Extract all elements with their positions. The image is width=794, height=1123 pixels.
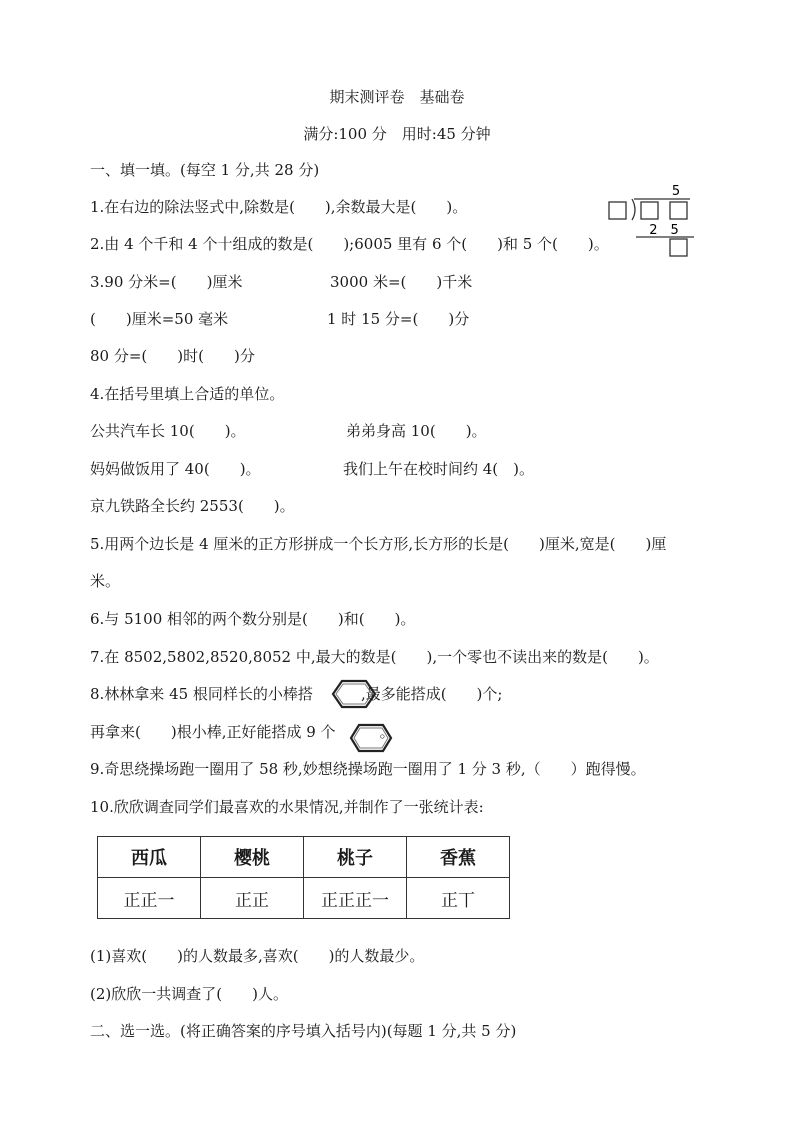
tally-cell: 正正正一	[304, 878, 407, 919]
question-5-line2: 米。	[90, 572, 121, 590]
question-3b: 3000 米=( )千米	[330, 273, 473, 291]
tally-cell: 正正一	[98, 878, 201, 919]
fruit-tally-table	[97, 836, 510, 919]
table-header-cell: 香蕉	[407, 837, 510, 878]
section2-heading: 二、选一选。(将正确答案的序号填入括号内)(每题 1 分,共 5 分)	[90, 1022, 517, 1040]
dividend-box-1	[641, 202, 658, 219]
table-row	[98, 878, 510, 919]
hexagon-icon-2	[348, 722, 394, 754]
question-10-1: (1)喜欢( )的人数最多,喜欢( )的人数最少。	[90, 947, 425, 965]
question-4c: 妈妈做饭用了 40( )。	[90, 460, 261, 478]
question-4a: 公共汽车长 10( )。	[90, 422, 246, 440]
page-title: 期末测评卷 基础卷	[329, 88, 465, 106]
table-header-cell: 桃子	[304, 837, 407, 878]
division-bracket	[632, 199, 635, 220]
tally-cell: 正正	[201, 878, 304, 919]
question-8-line1	[90, 684, 502, 704]
question-8-line2-pre: 再拿来( )根小棒,正好能搭成 9 个	[90, 723, 336, 741]
product-digits: 2 5	[649, 223, 679, 238]
question-10: 10.欣欣调查同学们最喜欢的水果情况,并制作了一张统计表:	[90, 798, 484, 816]
dividend-box-2	[670, 202, 687, 219]
remainder-box	[670, 239, 687, 256]
question-9: 9.奇思绕操场跑一圈用了 58 秒,妙想绕操场跑一圈用了 1 分 3 秒,（ ）跑得慢。	[90, 760, 646, 778]
question-4e: 京九铁路全长约 2553( )。	[90, 497, 295, 515]
question-8-line2-post: 。	[379, 723, 395, 741]
question-10-2: (2)欣欣一共调查了( )人。	[90, 985, 288, 1003]
question-3e: 80 分=( )时( )分	[90, 347, 255, 365]
question-5-line1: 5.用两个边长是 4 厘米的正方形拼成一个长方形,长方形的长是( )厘米,宽是( )厘	[90, 535, 667, 553]
page-subtitle: 满分:100 分 用时:45 分钟	[303, 125, 491, 143]
question-4: 4.在括号里填上合适的单位。	[90, 385, 285, 403]
question-3a: 3.90 分米=( )厘米	[90, 273, 243, 291]
divisor-box	[609, 202, 626, 219]
quotient-digit: 5	[671, 184, 681, 199]
section1-heading: 一、填一填。(每空 1 分,共 28 分)	[90, 161, 320, 179]
question-1: 1.在右边的除法竖式中,除数是( ),余数最大是( )。	[90, 198, 468, 216]
question-7: 7.在 8502,5802,8520,8052 中,最大的数是( ),一个零也不读出来的数是( )。	[90, 648, 659, 666]
table-header-row	[98, 837, 510, 878]
question-3c: ( )厘米=50 毫米	[90, 310, 229, 328]
question-4d: 我们上午在校时间约 4( )。	[343, 460, 535, 478]
question-8-line1-pre: 8.林林拿来 45 根同样长的小棒搭	[90, 685, 313, 703]
question-6: 6.与 5100 相邻的两个数分别是( )和( )。	[90, 610, 416, 628]
tally-cell: 正丅	[407, 878, 510, 919]
division-diagram	[606, 182, 696, 262]
hexagon-icon	[330, 678, 378, 710]
question-2: 2.由 4 个千和 4 个十组成的数是( );6005 里有 6 个( )和 5 个( )。	[90, 235, 609, 253]
table-header-cell: 樱桃	[201, 837, 304, 878]
question-4b: 弟弟身高 10( )。	[346, 422, 487, 440]
question-8-line1-post: ,最多能搭成( )个;	[360, 685, 503, 703]
question-3d: 1 时 15 分=( )分	[327, 310, 470, 328]
table-header-cell: 西瓜	[98, 837, 201, 878]
